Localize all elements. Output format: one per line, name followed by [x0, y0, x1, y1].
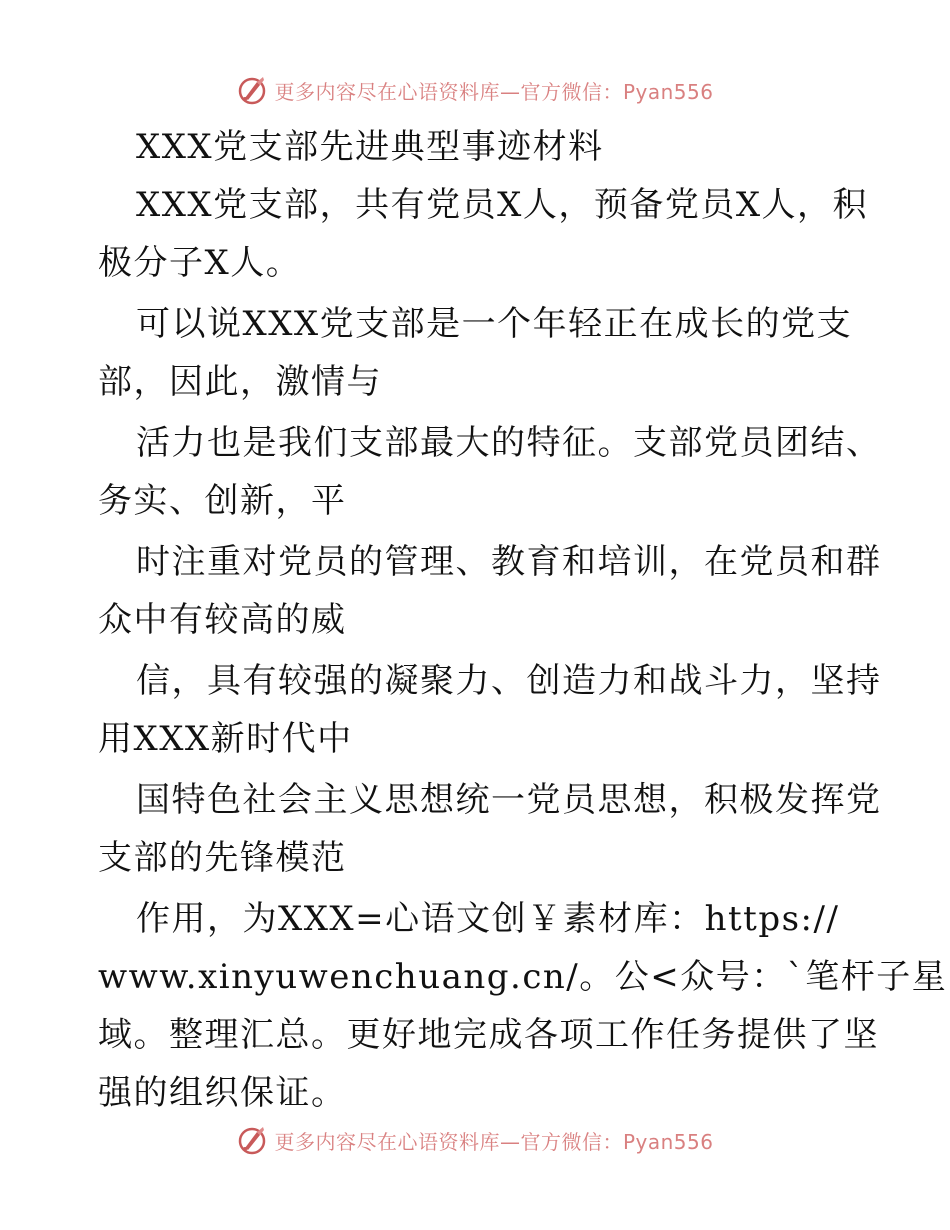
- paragraph-line: 务实、创新，平: [98, 481, 347, 521]
- footer-watermark-banner: [0, 1120, 950, 1160]
- quill-logo-icon: [236, 74, 268, 106]
- paragraph-line: 众中有较高的威: [98, 600, 347, 640]
- paragraph-line: 用XXX新时代中: [98, 719, 353, 759]
- paragraph-line: 信，具有较强的凝聚力、创造力和战斗力，坚持: [136, 661, 882, 701]
- paragraph-line: 可以说XXX党支部是一个年轻正在成长的党支: [136, 304, 853, 344]
- paragraph-line: 作用，为XXX=心语文创￥素材库：https://: [136, 899, 840, 939]
- paragraph-line: 支部的先锋模范: [98, 838, 347, 878]
- document-title: XXX党支部先进典型事迹材料: [136, 127, 604, 167]
- document-body: [98, 124, 948, 1128]
- banner-text: 更多内容尽在心语资料库—官方微信：Pyan556: [274, 79, 714, 104]
- paragraph-line: 国特色社会主义思想统一党员思想，积极发挥党: [136, 780, 882, 820]
- quill-logo-icon: [236, 1124, 268, 1156]
- header-watermark-banner: [0, 70, 950, 110]
- paragraph-line: XXX党支部，共有党员X人，预备党员X人，积: [136, 185, 869, 225]
- paragraph-line: 强的组织保证。: [98, 1073, 347, 1113]
- paragraph-line: www.xinyuwenchuang.cn/。公<众号：`笔杆子星: [98, 957, 948, 997]
- paragraph-line: 活力也是我们支部最大的特征。支部党员团结、: [136, 423, 882, 463]
- paragraph-line: 域。整理汇总。更好地完成各项工作任务提供了坚: [98, 1015, 879, 1055]
- paragraph-line: 部，因此，激情与: [98, 362, 382, 402]
- banner-text: 更多内容尽在心语资料库—官方微信：Pyan556: [274, 1129, 714, 1154]
- paragraph-line: 极分子X人。: [98, 243, 302, 283]
- paragraph-line: 时注重对党员的管理、教育和培训，在党员和群: [136, 542, 882, 582]
